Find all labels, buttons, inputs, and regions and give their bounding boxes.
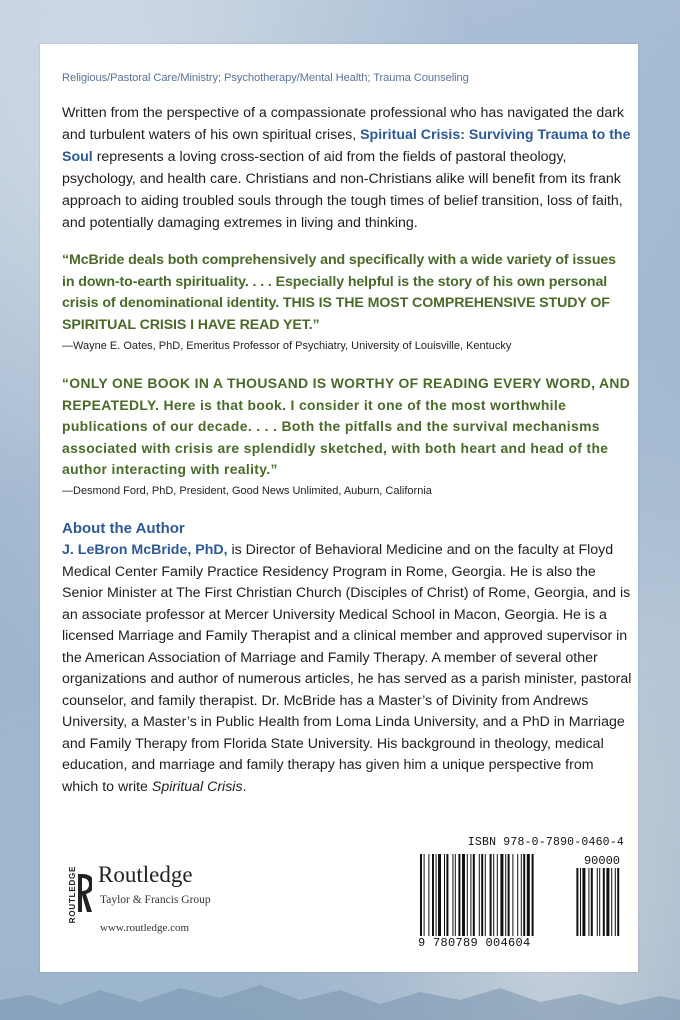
barcode-digits: 9 780789 004604 — [418, 936, 531, 950]
price-code: 90000 — [583, 854, 620, 868]
barcode-bar — [500, 854, 503, 936]
barcode-bar — [527, 854, 530, 936]
description-intro: Written from the perspective of a compassionate professional who has navigated the dark and turbulent waters of his own spiritual crises, — [62, 105, 625, 143]
barcode-bar — [438, 854, 441, 936]
isbn-text: ISBN 978-0-7890-0460-4 — [467, 836, 624, 849]
barcode-bar — [455, 854, 456, 936]
addon-barcode-bar — [599, 868, 600, 936]
barcode-bar — [432, 854, 434, 936]
addon-barcode-bar — [615, 868, 616, 936]
book-description — [62, 102, 632, 234]
addon-barcode-bar — [591, 868, 593, 936]
barcode-bar — [473, 854, 475, 936]
barcode-bar — [505, 854, 506, 936]
barcode-bar — [479, 854, 480, 936]
barcode-bar — [481, 854, 483, 936]
back-cover-panel — [40, 44, 638, 972]
barcode-bar — [470, 854, 471, 936]
barcode-bar — [508, 854, 510, 936]
addon-barcode-bar — [606, 868, 609, 936]
barcode-bar — [517, 854, 518, 936]
author-bio-text: is Director of Behavioral Medicine and on the faculty at Floyd Medical Center Family Practice Residency Program in Rome, Georgia. He is also the Senior Minister at The First Christian Church (Disciples of Christ) of Rome, Georgia, and is an associate professor at Mercer University Medical School in Macon, Georgia. He is a licensed Marriage and Family Therapist and a clinical member and approved supervisor in the American Association of Marriage and Family Therapy. A member of several other organizations and author of numerous articles, he has served as a parish minister, pastoral counselor, and family therapist. Dr. McBride has a Master’s of Divinity from Andrews University, a Master’s in Public Health from Loma Linda University, and a PhD in Marriage and Family Therapy from Florida State University. His background in theology, medical education, and marriage and family therapy has given him a unique perspective from which to write — [62, 542, 632, 795]
barcode-bar — [462, 854, 465, 936]
barcode-bar — [512, 854, 513, 936]
about-author-heading: About the Author — [62, 520, 185, 537]
routledge-r-logo-icon — [64, 864, 92, 924]
author-bio — [62, 540, 632, 798]
addon-barcode-bar — [582, 868, 585, 936]
author-bio-end: . — [242, 778, 247, 795]
barcode-bar — [532, 854, 534, 936]
barcode-bar — [485, 854, 486, 936]
barcode-bar — [424, 854, 425, 936]
addon-barcode-bar — [617, 868, 619, 936]
barcode-bar — [458, 854, 460, 936]
barcode-bar — [523, 854, 525, 936]
barcode-bar — [420, 854, 422, 936]
barcode-bar — [452, 854, 453, 936]
endorsement-quote-1: “McBride deals both comprehensively and specifically with a wide variety of issues in down-to-earth spirituality. . . . Especially helpful is the story of his own personal crisis of denominational identity. THIS IS THE MOST COMPREHENSIVE STUDY OF SPIRITUAL CRISIS I HAVE READ YET.” — [62, 252, 616, 333]
publisher-block — [58, 852, 288, 942]
barcode-bar — [436, 854, 437, 936]
subject-categories: Religious/Pastoral Care/Ministry; Psychotherapy/Mental Health; Trauma Counseling — [62, 72, 469, 84]
addon-barcode-bar — [576, 868, 578, 936]
barcode-bar — [467, 854, 468, 936]
addon-barcode-bar — [597, 868, 598, 936]
addon-barcode-bar — [580, 868, 581, 936]
barcode-bar — [444, 854, 445, 936]
publisher-group: Taylor & Francis Group — [100, 894, 211, 906]
barcode-bar — [490, 854, 492, 936]
endorsement-quote-2: “ONLY ONE BOOK IN A THOUSAND IS WORTHY OF READING EVERY WORD, AND REPEATEDLY. Here is that book. I consider it one of the most worthwhile publications of our decade. . . . Both the pitfalls and the survival mechanisms associated with crisis are splendidly sketched, with both heart and head of the author interacting with reality.” — [62, 375, 631, 477]
publisher-vertical-wordmark: ROUTLEDGE — [68, 865, 78, 924]
author-bio-book-title: Spiritual Crisis — [151, 778, 243, 795]
author-name: J. LeBron McBride, PhD, — [62, 542, 228, 558]
publisher-name: Routledge — [98, 862, 193, 887]
barcode-bar — [446, 854, 448, 936]
barcode-bar — [497, 854, 498, 936]
barcode-bar — [493, 854, 494, 936]
barcode-bar — [428, 854, 429, 936]
endorsement-attribution-2: —Desmond Ford, PhD, President, Good News Unlimited, Auburn, California — [62, 485, 432, 497]
book-title: Spiritual Crisis: Surviving Trauma to the Soul — [62, 127, 631, 165]
endorsement-attribution-1: —Wayne E. Oates, PhD, Emeritus Professor of Psychiatry, University of Louisville, Kentucky — [62, 340, 512, 352]
addon-barcode-bar — [603, 868, 605, 936]
publisher-url[interactable]: www.routledge.com — [100, 922, 190, 934]
barcode-bar — [521, 854, 522, 936]
isbn-barcode-block — [418, 836, 624, 954]
addon-barcode-bar — [588, 868, 589, 936]
addon-barcode-bar — [611, 868, 612, 936]
description-rest: represents a loving cross-section of aid from the fields of pastoral theology, psychology, and health care. Christians and non-Christians alike will benefit from its frank approach to aiding troubled souls through the tough times of belief transition, loss of faith, and potentially damaging extremes in living and thinking. — [62, 149, 623, 231]
